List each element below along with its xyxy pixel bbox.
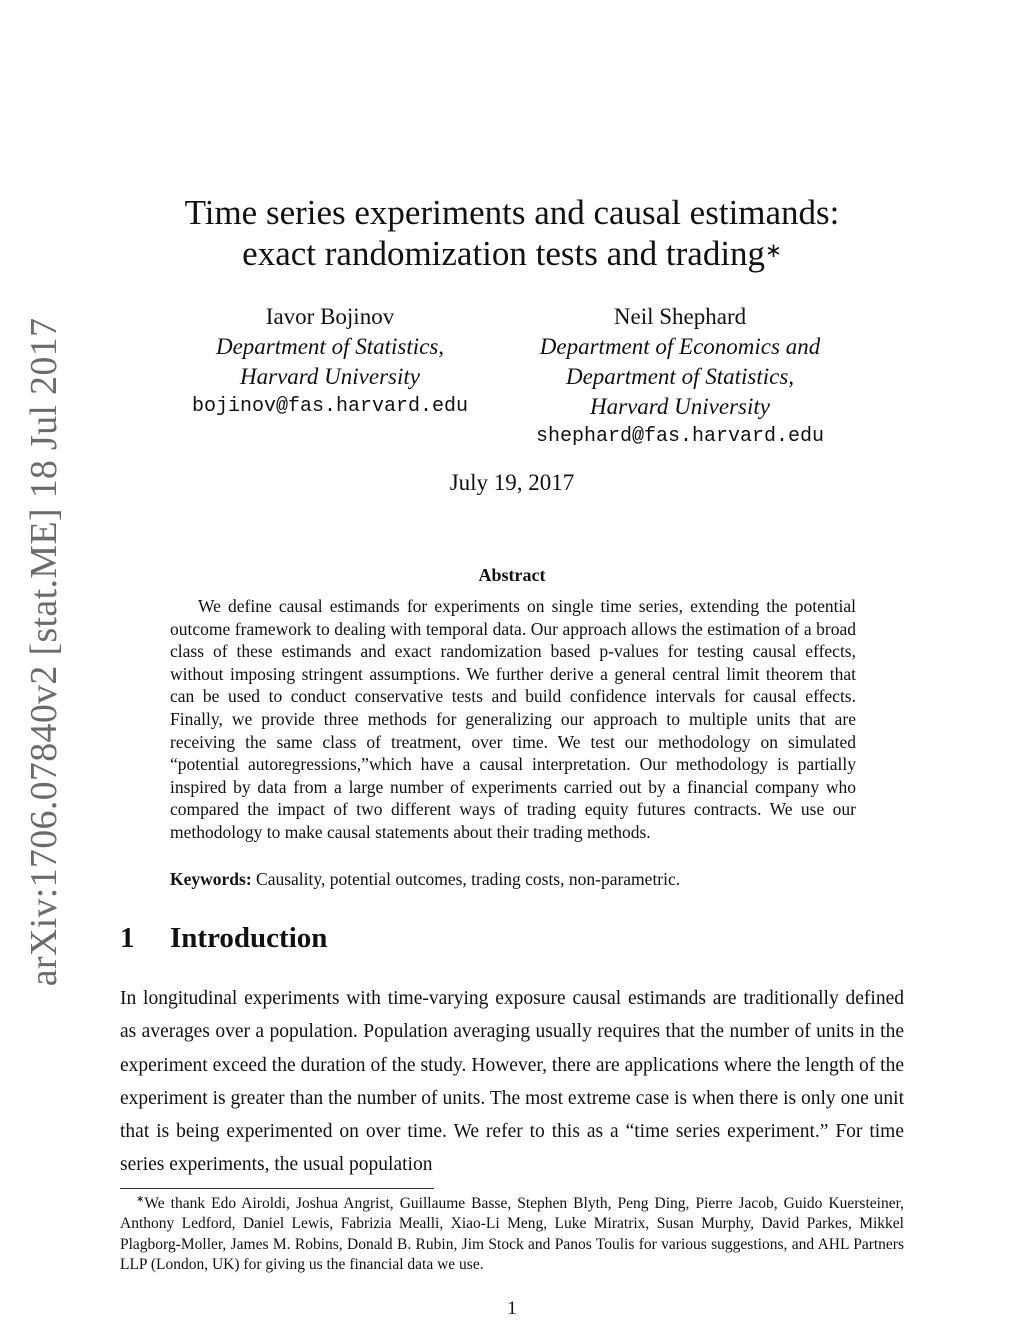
arxiv-identifier-stamp: arXiv:1706.07840v2 [stat.ME] 18 Jul 2017	[23, 317, 65, 987]
author-affiliation: Department of Economics and	[539, 334, 821, 359]
footnote	[120, 1190, 904, 1275]
section-title: Introduction	[170, 922, 328, 954]
author-affiliation: Department of Statistics,	[565, 364, 795, 389]
title-line-2	[140, 233, 884, 274]
author-name: Neil Shephard	[613, 304, 747, 329]
footnote-text: We thank Edo Airoldi, Joshua Angrist, Guillaume Basse, Stephen Blyth, Peng Ding, Pierre Jacob, Guido Kuersteiner, Anthony Ledford, Daniel Lewis, Fabrizia Mealli, Xiao-Li Meng, Luke Miratrix, Susan Murphy, David Parkes, Mikkel Plagborg-Moller, James M. Robins, Donald B. Rubin, Jim Stock and Panos Toulis for various suggestions, and AHL Partners LLP (London, UK) for giving us the financial data we use.	[120, 1195, 904, 1273]
abstract-text: We define causal estimands for experiments on single time series, extending the potential outcome framework to dealing with temporal data. Our approach allows the estimation of a broad class of these estimands and exact randomization based p-values for testing causal effects, without imposing stringent assumptions. We further derive a general central limit theorem that can be used to conduct conservative tests and build confidence intervals for causal effects. Finally, we provide three methods for generalizing our approach to multiple units that are receiving the same class of treatment, over time. We test our methodology on simulated “potential autoregressions,”which have a causal interpretation. Our methodology is partially inspired by data from a large number of experiments carried out by a financial company who compared the impact of two different ways of trading equity futures contracts. We use our methodology to make causal statements about their trading methods.	[170, 596, 856, 842]
footnote-divider	[120, 1188, 434, 1189]
paper-date: July 19, 2017	[449, 470, 575, 495]
paper-title	[140, 192, 884, 274]
keywords-line	[170, 868, 856, 890]
author-block-2	[500, 302, 860, 452]
author-affiliation: Harvard University	[590, 394, 770, 419]
author-email: shephard@fas.harvard.edu	[535, 425, 825, 448]
title-line-2-text: exact randomization tests and trading	[242, 234, 766, 273]
abstract-heading: Abstract	[478, 565, 546, 585]
title-footnote-mark: ∗	[765, 240, 782, 262]
section-number: 1	[120, 922, 135, 954]
author-email: bojinov@fas.harvard.edu	[191, 395, 469, 418]
section-heading-introduction	[120, 922, 327, 955]
title-line-1: Time series experiments and causal estimands:	[184, 193, 840, 232]
author-name: Iavor Bojinov	[265, 304, 395, 329]
author-block-1	[160, 302, 500, 422]
keywords-text: Causality, potential outcomes, trading costs, non-parametric.	[256, 869, 681, 889]
keywords-label: Keywords:	[170, 869, 252, 889]
introduction-paragraph: In longitudinal experiments with time-varying exposure causal estimands are traditionally defined as averages over a population. Population averaging usually requires that the number of units in the experiment exceed the duration of the study. However, there are applications where the length of the experiment is greater than the number of units. The most extreme case is when there is only one unit that is being experimented on over time. We refer to this as a “time series experiment.” For time series experiments, the usual population	[120, 988, 904, 1176]
footnote-mark: ∗	[136, 1194, 145, 1205]
author-affiliation: Department of Statistics,	[215, 334, 445, 359]
page-number: 1	[507, 1298, 517, 1319]
author-affiliation: Harvard University	[240, 364, 420, 389]
